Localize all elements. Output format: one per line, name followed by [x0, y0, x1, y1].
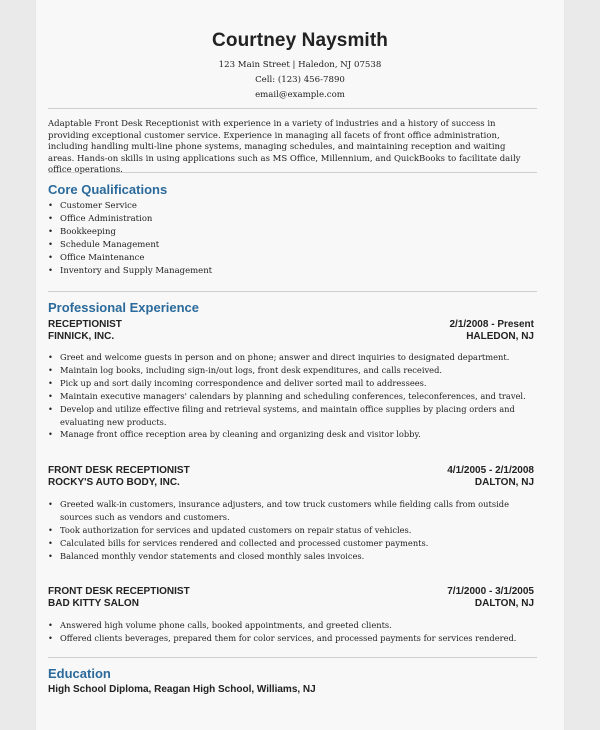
candidate-name: Courtney Naysmith	[212, 30, 388, 51]
section-title-education: Education	[48, 666, 111, 681]
job-dates: 4/1/2005 - 2/1/2008	[447, 465, 534, 476]
job-duties	[48, 351, 533, 441]
section-title-qualifications: Core Qualifications	[48, 182, 168, 197]
job-role: FRONT DESK RECEPTIONIST	[48, 465, 190, 476]
list-item: • Manage front office reception area by cleaning and organizing desk and visitor lobby.	[48, 428, 533, 441]
qualifications-list	[48, 200, 212, 278]
list-item: • Balanced monthly vendor statements and closed monthly sales invoices.	[48, 550, 533, 563]
list-item: • Schedule Management	[48, 239, 212, 252]
resume-page	[36, 0, 564, 730]
list-item: • Pick up and sort daily incoming correspondence and deliver sorted mail to addressees.	[48, 377, 533, 390]
job-location: HALEDON, NJ	[466, 331, 534, 342]
list-item: • Maintain executive managers' calendars by planning and scheduling conferences, teleconferences, and travel.	[48, 390, 533, 403]
email: email@example.com	[255, 90, 345, 100]
list-item: • Took authorization for services and updated customers on repair status of vehicles.	[48, 524, 533, 537]
job-company: FINNICK, INC.	[48, 331, 115, 342]
divider	[48, 172, 537, 173]
phone: Cell: (123) 456-7890	[255, 75, 345, 85]
address: 123 Main Street | Haledon, NJ 07538	[218, 60, 382, 70]
job-location: DALTON, NJ	[474, 598, 534, 609]
list-item: • Offered clients beverages, prepared them for color services, and processed payments for services rendered.	[48, 632, 533, 645]
contact-info	[36, 58, 564, 103]
resume-header	[36, 0, 564, 103]
list-item: • Develop and utilize effective filing and retrieval systems, and maintain office supplies by placing orders and evaluating new products.	[48, 403, 533, 429]
divider	[48, 291, 537, 292]
job-duties	[48, 498, 533, 563]
list-item: • Office Maintenance	[48, 252, 212, 265]
list-item: • Answered high volume phone calls, booked appointments, and greeted clients.	[48, 619, 533, 632]
divider	[48, 108, 537, 109]
job-role: FRONT DESK RECEPTIONIST	[48, 586, 190, 597]
list-item: • Greet and welcome guests in person and on phone; answer and direct inquiries to designated department.	[48, 351, 533, 364]
job-dates: 2/1/2008 - Present	[449, 319, 534, 330]
list-item: • Maintain log books, including sign-in/out logs, front desk expenditures, and calls received.	[48, 364, 533, 377]
list-item: • Bookkeeping	[48, 226, 212, 239]
job-duties	[48, 619, 533, 645]
job-header	[48, 465, 534, 489]
job-meta	[447, 465, 534, 489]
job-location: DALTON, NJ	[474, 477, 534, 488]
list-item: • Inventory and Supply Management	[48, 265, 212, 278]
job-role: RECEPTIONIST	[48, 319, 122, 330]
job-company: BAD KITTY SALON	[48, 598, 139, 609]
job-meta	[450, 319, 535, 343]
professional-summary: Adaptable Front Desk Receptionist with experience in a variety of industries and a history of success in providing exceptional customer service. Experience in managing all facets of front office administration, including handling multi-line phone systems, managing schedules, and maintaining reception and waiting areas. Hands-on skills in using applications such as MS Office, Millennium, and QuickBooks to facilitate daily office operations.	[48, 119, 521, 176]
job-dates: 7/1/2000 - 3/1/2005	[447, 586, 534, 597]
section-title-experience: Professional Experience	[48, 300, 200, 315]
list-item: • Calculated bills for services rendered and collected and processed customer payments.	[48, 537, 533, 550]
list-item: • Customer Service	[48, 200, 212, 213]
divider	[48, 657, 537, 658]
job-header	[48, 586, 534, 610]
job-meta	[447, 586, 534, 610]
list-item: • Office Administration	[48, 213, 212, 226]
job-company: ROCKY'S AUTO BODY, INC.	[48, 477, 180, 488]
job-header	[48, 319, 534, 343]
education-entry: High School Diploma, Reagan High School, Williams, NJ	[48, 684, 316, 695]
list-item: • Greeted walk-in customers, insurance adjusters, and tow truck customers while fielding calls from outside sources such as vendors and customers.	[48, 498, 533, 524]
